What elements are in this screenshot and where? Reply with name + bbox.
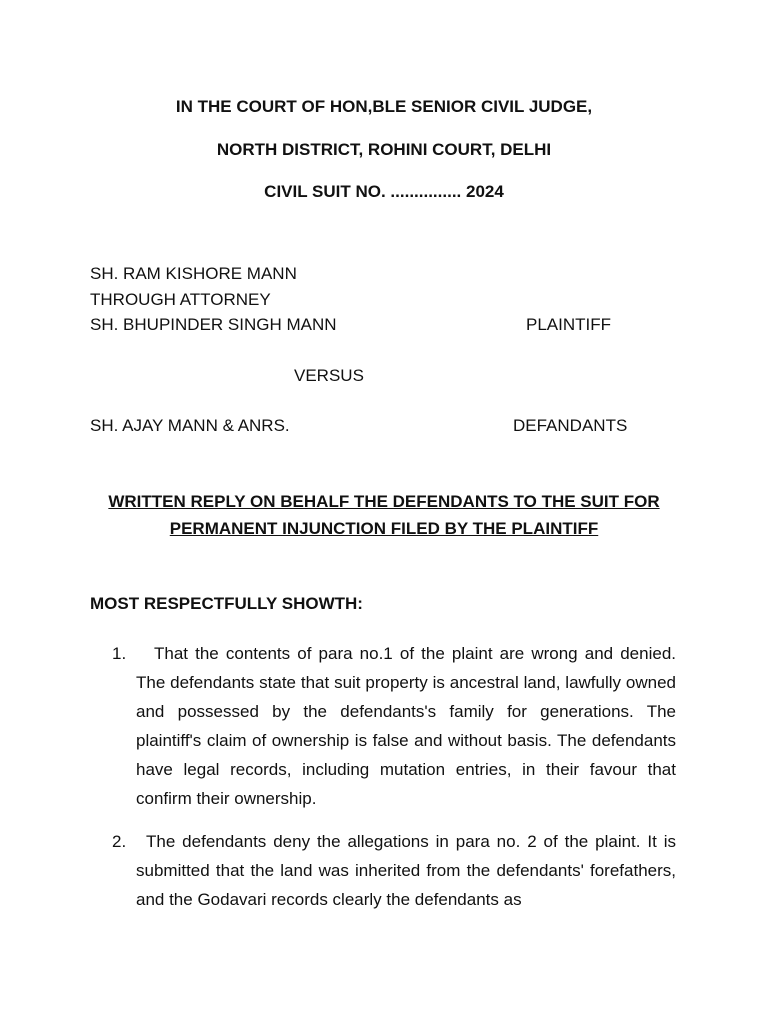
court-location: NORTH DISTRICT, ROHINI COURT, DELHI: [216, 140, 552, 159]
paragraph-number: 2.: [112, 832, 127, 851]
versus-label: VERSUS: [294, 366, 364, 385]
suit-number: CIVIL SUIT NO. ............... 2024: [264, 182, 504, 201]
paragraph-1: [112, 639, 676, 813]
plaintiff-through: THROUGH ATTORNEY: [90, 290, 271, 309]
court-heading: IN THE COURT OF HON,BLE SENIOR CIVIL JUDGE,: [175, 97, 593, 116]
document-title-line-1: WRITTEN REPLY ON BEHALF THE DEFENDANTS TO THE SUIT FOR: [108, 492, 660, 511]
document-title-line-2: PERMANENT INJUNCTION FILED BY THE PLAINTIFF: [169, 519, 599, 538]
paragraph-text: The defendants deny the allegations in para no. 2 of the plaint. It is submitted that the land was inherited from the defendants' forefathers, and the Godavari records clearly the defendants as: [136, 832, 676, 909]
salutation: MOST RESPECTFULLY SHOWTH:: [90, 594, 363, 613]
defendant-name: SH. AJAY MANN & ANRS.: [90, 416, 290, 435]
document-title: [90, 488, 678, 542]
paragraph-text: That the contents of para no.1 of the plaint are wrong and denied. The defendants state that suit property is ancestral land, lawfully owned and possessed by the defendants's family for generations. The plaintiff's claim of ownership is false and without basis. The defendants have legal records, including mutation entries, in their favour that confirm their ownership.: [136, 644, 676, 808]
plaintiff-label: PLAINTIFF: [526, 315, 612, 334]
plaintiff-name: SH. RAM KISHORE MANN: [90, 264, 297, 283]
plaintiff-attorney: SH. BHUPINDER SINGH MANN: [90, 315, 337, 334]
paragraph-2: [112, 827, 676, 914]
defendant-label: DEFANDANTS: [513, 416, 628, 435]
paragraph-number: 1.: [112, 644, 127, 663]
